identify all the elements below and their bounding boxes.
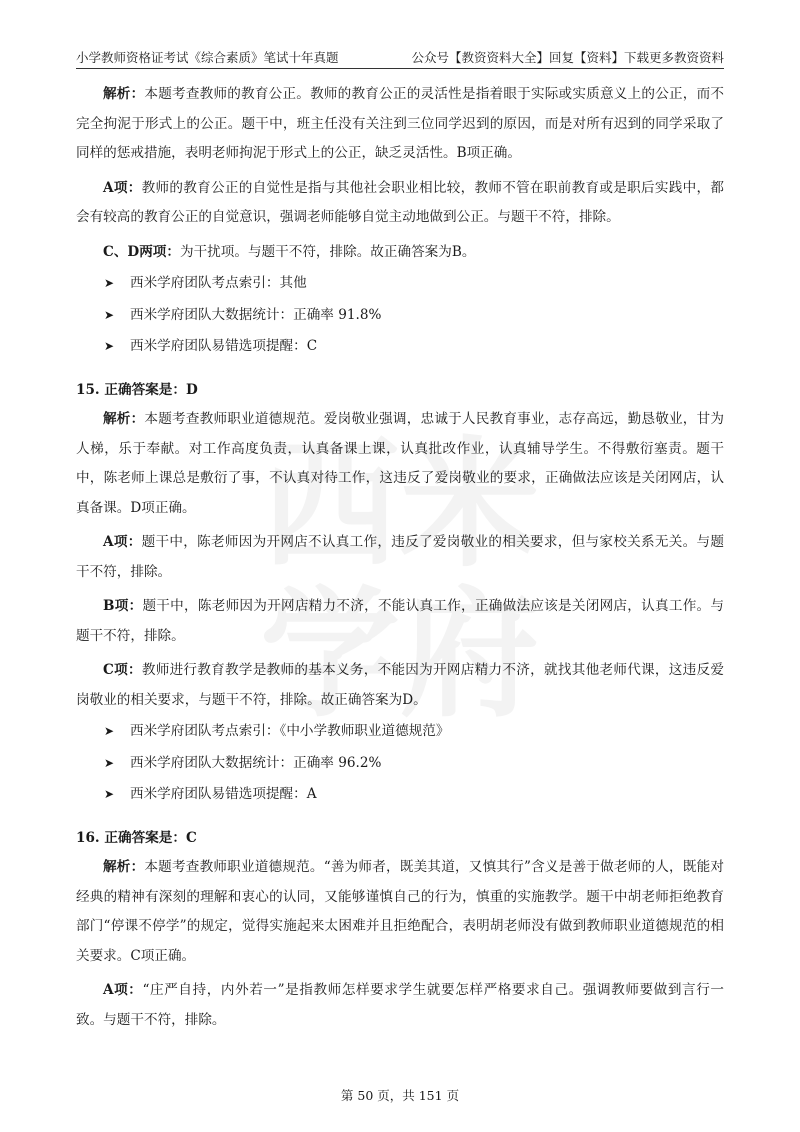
- q14-option-cd: [76, 238, 724, 268]
- header-left-title: 小学教师资格证考试《综合素质》笔试十年真题: [76, 50, 339, 65]
- q14-bullet-text: 西米学府团队大数据统计：正确率 91.8%: [130, 306, 382, 323]
- q15-analysis-label: 解析：: [103, 411, 145, 427]
- page-content: [76, 80, 724, 1035]
- q15-option-a-text: 题干中，陈老师因为开网店不认真工作，违反了爱岗敬业的相关要求，但与家校关系无关。与题干不符，排除。: [76, 534, 724, 580]
- arrow-bullet-icon: ➤: [104, 787, 115, 801]
- page-header: [76, 46, 724, 69]
- q14-bullet: [76, 269, 724, 299]
- q16-heading: 16. 正确答案是：C: [76, 829, 197, 846]
- q15-option-c: [76, 656, 724, 715]
- arrow-bullet-icon: ➤: [104, 339, 115, 353]
- q14-bullet-text: 西米学府团队易错选项提醒：C: [130, 338, 318, 354]
- q15-option-b: [76, 592, 724, 651]
- q15-option-b-text: 题干中，陈老师因为开网店精力不济，不能认真工作，正确做法应该是关闭网店，认真工作。与题干不符，排除。: [76, 598, 724, 644]
- q15-bullet-text: 西米学府团队大数据统计：正确率 96.2%: [130, 754, 382, 771]
- page-footer: 第 50 页，共 151 页: [340, 1088, 460, 1103]
- arrow-bullet-icon: ➤: [104, 724, 115, 738]
- q15-bullet: [76, 717, 724, 747]
- q14-option-cd-label: C、D两项：: [103, 243, 180, 260]
- q16-option-a-label: A项：: [103, 982, 143, 998]
- q15-bullet: [76, 780, 724, 810]
- q15-bullet-text: 西米学府团队易错选项提醒：A: [130, 786, 317, 802]
- q14-option-a-text: 教师的教育公正的自觉性是指与其他社会职业相比较，教师不管在职前教育或是职后实践中，都会有较高的教育公正的自觉意识，强调老师能够自觉主动地做到公正。与题干不符，排除。: [76, 179, 724, 225]
- q14-bullet: [76, 332, 724, 362]
- q16-analysis: [76, 853, 724, 971]
- q14-option-a-label: A项：: [103, 179, 142, 196]
- q14-analysis: [76, 80, 724, 169]
- q14-option-cd-text: 为干扰项。与题干不符，排除。故正确答案为B。: [179, 243, 476, 260]
- q15-bullet-text: 西米学府团队考点索引：《中小学教师职业道德规范》: [130, 723, 450, 739]
- q15-heading: 15. 正确答案是：D: [76, 381, 198, 398]
- q16-option-a: [76, 976, 724, 1035]
- q14-bullet: [76, 301, 724, 331]
- arrow-bullet-icon: ➤: [104, 307, 115, 322]
- q16-analysis-text: 本题考查教师职业道德规范。“善为师者，既美其道，又慎其行”含义是善于做老师的人，既能对经典的精神有深刻的理解和衷心的认同，又能够谨慎自己的行为，慎重的实施教学。题干中胡老师拒绝教育部门“停课不停学”的规定，觉得实施起来太困难并且拒绝配合，表明胡老师没有做到教师职业道德规范的相关要求。C项正确。: [76, 859, 725, 964]
- q14-analysis-text: 本题考查教师的教育公正。教师的教育公正的灵活性是指着眼于实际或实质意义上的公正，而不完全拘泥于形式上的公正。题干中，班主任没有关注到三位同学迟到的原因，而是对所有迟到的同学采取了同样的惩戒措施，表明老师拘泥于形式上的公正，缺乏灵活性。B项正确。: [76, 86, 725, 161]
- q15-analysis: [76, 405, 724, 523]
- header-right-note: 公众号【教资资料大全】回复【资料】下载更多教资资料: [411, 50, 724, 65]
- q15-option-b-label: B项：: [103, 598, 143, 614]
- q15-bullet: [76, 749, 724, 779]
- q15-option-a-label: A项：: [103, 534, 142, 550]
- q15-option-a: [76, 528, 724, 587]
- q15-analysis-text: 本题考查教师职业道德规范。爱岗敬业强调，忠诚于人民教育事业，志存高远，勤恳敬业，甘为人梯，乐于奉献。对工作高度负责，认真备课上课，认真批改作业，认真辅导学生。不得敷衍塞责。题干中，陈老师上课总是敷衍了事，不认真对待工作，这违反了爱岗敬业的要求，正确做法应该是关闭网店，认真备课。D项正确。: [76, 411, 725, 516]
- q14-bullet-text: 西米学府团队考点索引：其他: [130, 275, 307, 291]
- q14-option-a: [76, 174, 724, 233]
- arrow-bullet-icon: ➤: [104, 276, 115, 290]
- arrow-bullet-icon: ➤: [104, 755, 115, 770]
- q16-option-a-text: “庄严自持，内外若一”是指教师怎样要求学生就要怎样严格要求自己。强调教师要做到言行一致。与题干不符，排除。: [76, 982, 724, 1028]
- q15-option-c-text: 教师进行教育教学是教师的基本义务，不能因为开网店精力不济，就找其他老师代课，这违反爱岗敬业的相关要求，与题干不符，排除。故正确答案为D。: [76, 662, 724, 708]
- q14-analysis-label: 解析：: [103, 86, 145, 102]
- q16-analysis-label: 解析：: [103, 859, 145, 875]
- q15-option-c-label: C项：: [103, 662, 142, 678]
